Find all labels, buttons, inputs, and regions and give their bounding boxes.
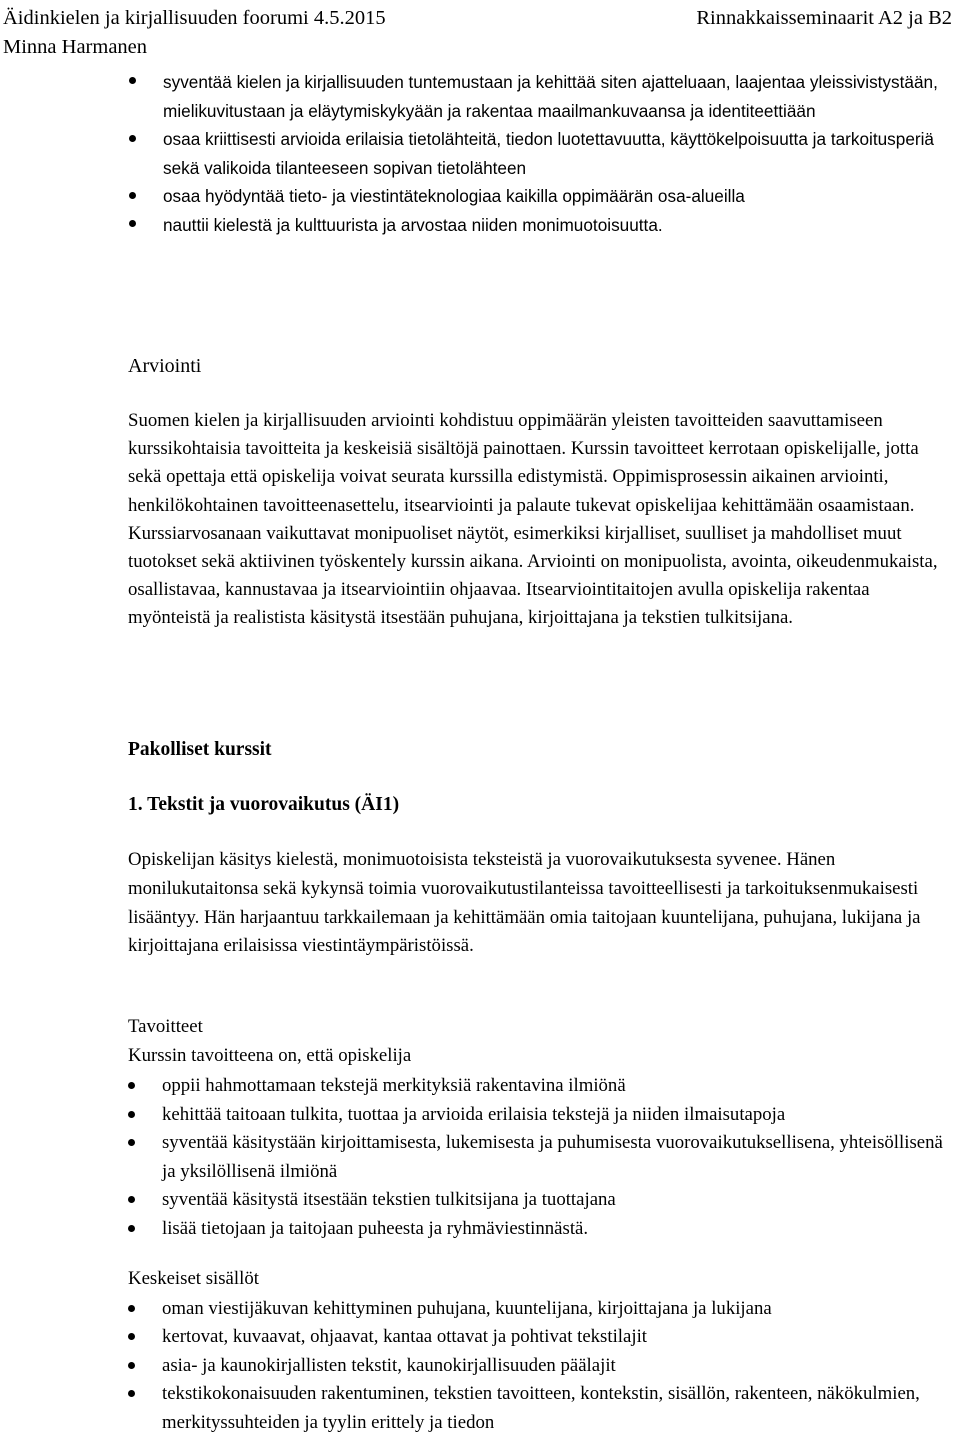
arviointi-body: Suomen kielen ja kirjallisuuden arviointi kohdistuu oppimäärän yleisten tavoitteiden saavuttamiseen kurssikohtaisia tavoitteita ja keskeisiä sisältöjä painottaen. Kurssin tavoitteet kerrotaan opiskelijalle, jotta sekä opettaja että opiskelija voivat seurata kurssilla edistymistä. Oppimisprosessin aikainen arviointi, henkilökohtainen tavoitteenasettelu, itsearviointi ja palaute tukevat opiskelijaa kehittämään osaamistaan. Kurssiarvosanaan vaikuttavat monipuoliset näytöt, esimerkiksi kirjalliset, suulliset ja mahdolliset muut tuotokset sekä aktiivinen työskentely kurssin aikana. Arviointi on monipuolista, avointa, oikeudenmukaista, osallistavaa, kannustavaa ja itsearviointiin ohjaavaa. Itsearviointitaitojen avulla opiskelija rakentaa myönteistä ja realistista käsitystä itsestään puhujana, kirjoittajana ja tekstien tulkitsijana. <box>128 407 943 633</box>
sisallot-section <box>128 1265 958 1437</box>
list-item: syventää käsitystä itsestään tekstien tulkitsijana ja tuottajana <box>126 1186 958 1215</box>
list-item: osaa kriittisesti arvioida erilaisia tietolähteitä, tiedon luotettavuutta, käyttökelpoisuutta ja tarkoitusperiä sekä valikoida tilanteeseen sopivan tietolähteen <box>127 125 947 182</box>
tavoitteet-list <box>126 1072 958 1243</box>
course-title: 1. Tekstit ja vuorovaikutus (ÄI1) <box>128 791 948 819</box>
course-intro: Opiskelijan käsitys kielestä, monimuotoisista teksteistä ja vuorovaikutuksesta syvenee. Hänen monilukutaitonsa sekä kykynsä toimia vuorovaikutustilanteissa tavoitteellisesti ja tarkoituksenmukaisesti lisääntyy. Hän harjaantuu tarkkailemaan ja kehittämään omia taitojaan kuuntelijana, puhujana, lukijana ja kirjoittajana erilaisissa viestintäympäristöissä. <box>128 846 948 961</box>
list-item: lisää tietojaan ja taitojaan puheesta ja ryhmäviestinnästä. <box>126 1215 958 1244</box>
list-item: asia- ja kaunokirjallisten tekstit, kaunokirjallisuuden päälajit <box>126 1352 958 1381</box>
header-event: Äidinkielen ja kirjallisuuden foorumi 4.5.2015 <box>3 4 386 33</box>
tavoitteet-heading: Tavoitteet <box>128 1013 958 1042</box>
list-item: kertovat, kuvaavat, ohjaavat, kantaa ottavat ja pohtivat tekstilajit <box>126 1323 958 1352</box>
arviointi-heading: Arviointi <box>128 352 943 381</box>
arviointi-section <box>128 352 943 633</box>
list-item: kehittää taitoaan tulkita, tuottaa ja arvioida erilaisia tekstejä ja niiden ilmaisutapoja <box>126 1101 958 1130</box>
list-item: osaa hyödyntää tieto- ja viestintäteknologiaa kaikilla oppimäärän osa-alueilla <box>127 182 947 211</box>
sisallot-heading: Keskeiset sisällöt <box>128 1265 958 1294</box>
header-author: Minna Harmanen <box>3 33 147 62</box>
header-left <box>3 4 386 33</box>
list-item: oppii hahmottamaan tekstejä merkityksiä rakentavina ilmiönä <box>126 1072 958 1101</box>
list-item: tekstikokonaisuuden rakentuminen, tekstien tavoitteen, kontekstin, sisällön, rakenteen, näkökulmien, merkityssuhteiden ja tyylin erittely ja tiedon <box>126 1380 958 1437</box>
header-right: Rinnakkaisseminaarit A2 ja B2 <box>696 4 952 33</box>
list-item: syventää käsitystään kirjoittamisesta, lukemisesta ja puhumisesta vuorovaikutuksellisena, yhteisöllisenä ja yksilöllisenä ilmiönä <box>126 1129 958 1186</box>
pakolliset-section <box>128 736 948 961</box>
list-item: nauttii kielestä ja kulttuurista ja arvostaa niiden monimuotoisuutta. <box>127 211 947 240</box>
list-item: syventää kielen ja kirjallisuuden tuntemustaan ja kehittää siten ajatteluaan, laajentaa yleissivistystään, mielikuvitustaan ja eläytymiskykyään ja rakentaa maailmankuvaansa ja identiteettiään <box>127 68 947 125</box>
tavoitteet-section <box>128 1013 958 1243</box>
top-bullet-list <box>127 68 947 240</box>
tavoitteet-lead: Kurssin tavoitteena on, että opiskelija <box>128 1042 958 1071</box>
pakolliset-heading: Pakolliset kurssit <box>128 736 948 764</box>
list-item: oman viestijäkuvan kehittyminen puhujana, kuuntelijana, kirjoittajana ja lukijana <box>126 1295 958 1324</box>
sisallot-list <box>126 1295 958 1437</box>
